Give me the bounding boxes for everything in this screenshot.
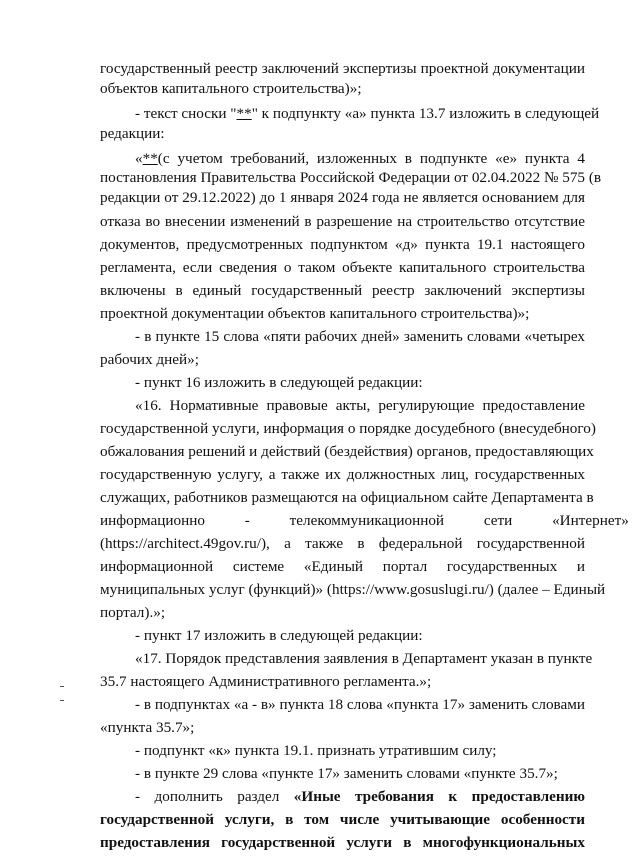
text-line: - пункт 17 изложить в следующей редакции: — [135, 627, 423, 644]
footnote-mark: ** — [236, 105, 252, 122]
text-line: регламента, если сведения о таком объекте капитального строительства — [100, 259, 585, 276]
text-line: объектов капитального строительства)»; — [100, 80, 362, 97]
text-fragment: - текст сноски " — [135, 105, 237, 122]
section-title: государственной услуги, в том числе учитывающие особенности — [100, 811, 585, 828]
text-line: редакции: — [100, 125, 165, 142]
text-line: обжалования решений и действий (бездействия) органов, предоставляющих — [100, 443, 594, 460]
text-line — [135, 788, 585, 806]
text-line: государственный реестр заключений экспертизы проектной документации — [100, 60, 585, 77]
text-line: рабочих дней»; — [100, 351, 199, 368]
text-line: государственную услугу, а также их должностных лиц, государственных — [100, 466, 585, 483]
text-line: (https://architect.49gov.ru/), а также в федеральной государственной — [100, 535, 585, 552]
text-line: проектной документации объектов капитального строительства)»; — [100, 305, 530, 322]
text-line: «16. Нормативные правовые акты, регулирующие предоставление — [135, 397, 585, 414]
text-line: 35.7 настоящего Административного регламента.»; — [100, 673, 432, 690]
text-fragment: (с учетом требований, изложенных в подпункте «е» пункта 4 — [157, 150, 585, 167]
text-line: - в пункте 29 слова «пункте 17» заменить словами «пункте 35.7»; — [135, 765, 558, 782]
section-title: «Иные требования к предоставлению — [293, 788, 586, 805]
text-fragment: « — [135, 150, 143, 167]
text-line: государственной услуги, информация о порядке досудебного (внесудебного) — [100, 420, 596, 437]
margin-mark — [60, 700, 64, 701]
text-line: муниципальных услуг (функций)» (https://www.gosuslugi.ru/) (далее – Единый — [100, 581, 606, 598]
text-line: портал).»; — [100, 604, 166, 621]
text-line: информационной системе «Единый портал государственных и — [100, 558, 585, 575]
text-line — [135, 150, 585, 168]
text-line: - пункт 16 изложить в следующей редакции: — [135, 374, 423, 391]
text-line: - в подпунктах «а - в» пункта 18 слова «пункта 17» заменить словами — [135, 696, 585, 713]
footnote-mark: ** — [142, 150, 158, 167]
text-line: документов, предусмотренных подпунктом «д» пункта 19.1 настоящего — [100, 236, 585, 253]
text-line: информационно - телекоммуникационной сети «Интернет» — [100, 512, 629, 529]
text-line: - подпункт «к» пункта 19.1. признать утратившим силу; — [135, 742, 497, 759]
text-fragment: - дополнить раздел — [135, 788, 294, 805]
section-title: предоставления государственной услуги в многофункциональных — [100, 834, 585, 851]
text-line: - в пункте 15 слова «пяти рабочих дней» заменить словами «четырех — [135, 328, 585, 345]
text-line — [135, 105, 600, 123]
text-line: «17. Порядок представления заявления в Департамент указан в пункте — [135, 650, 593, 667]
text-line: включены в единый государственный реестр заключений экспертизы — [100, 282, 585, 299]
text-line: редакции от 29.12.2022) до 1 января 2024 года не является основанием для — [100, 189, 585, 206]
margin-mark — [60, 686, 64, 687]
text-line: отказа во внесении изменений в разрешение на строительство отсутствие — [100, 213, 585, 230]
text-fragment: " к подпункту «а» пункта 13.7 изложить в следующей — [251, 105, 600, 122]
text-line: служащих, работников размещаются на официальном сайте Департамента в — [100, 489, 594, 506]
text-line: постановления Правительства Российской Федерации от 02.04.2022 № 575 (в — [100, 169, 602, 186]
text-line: «пункта 35.7»; — [100, 719, 195, 736]
